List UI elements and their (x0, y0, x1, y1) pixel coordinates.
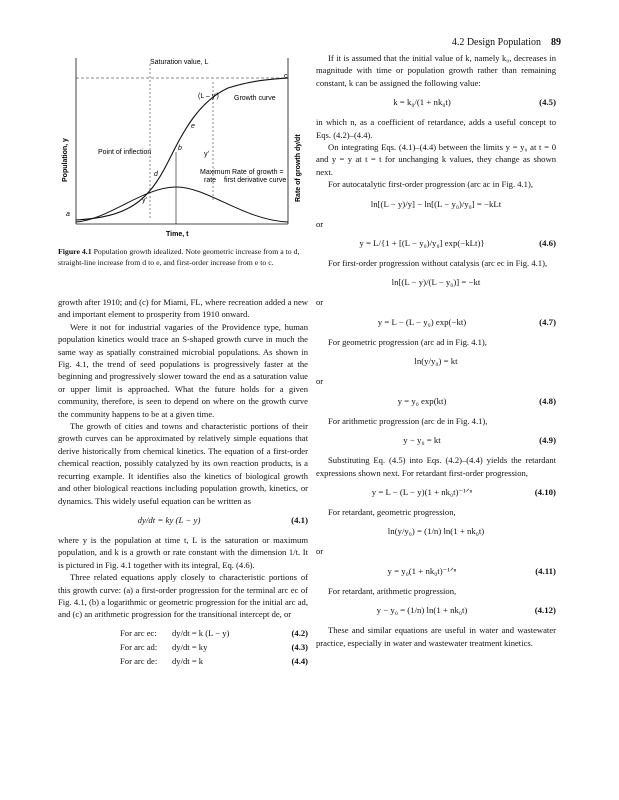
arc-label: For arc ec: (120, 627, 157, 638)
label-lminusy: (L – y′) (198, 93, 219, 100)
label-yprime2: y′ (142, 197, 147, 204)
label-rate: rate (204, 177, 217, 184)
equation-number: (4.9) (539, 435, 556, 446)
equation-number: (4.11) (535, 565, 556, 576)
equation-number: (4.8) (539, 395, 556, 406)
equation-4-12 (316, 604, 556, 617)
right-paragraph-10: For retardant, arithmetic progression, (328, 585, 457, 596)
arc-equation-de (120, 655, 308, 669)
arc-equation-ec (120, 627, 308, 641)
left-paragraph-2: Were it not for industrial vagaries of the Providence type, human population kinetics would trace an S-shaped growth curve in much the same way as spatially constrained microbial populations. As shown in Fig. 4.1, the trend of seed populations is progressively faster at the beginning and progressively slower toward the end as a saturation value or upper limit is approached. What the future holds for a given community, therefore, is seen to depend on where on the growth curve the community happens to be at a given time. (58, 321, 308, 419)
label-a: a (66, 211, 70, 218)
right-paragraph-2: in which n, as a coefficient of retardance, adds a useful concept to Eqs. (4.2)–(4.4). (316, 117, 556, 140)
equation-4-9 (316, 434, 556, 447)
label-first-derivative: first derivative curve (224, 177, 287, 184)
arc-num: (4.3) (291, 641, 308, 652)
running-header (452, 37, 561, 48)
header-section: 4.2 Design Population (451, 37, 541, 48)
label-b: b (178, 145, 182, 152)
or-text: or (316, 546, 324, 557)
equation-text: y − y₀ = kt (403, 435, 441, 446)
right-paragraph-7: For arithmetic progression (arc de in Fig. 4.1), (328, 415, 488, 426)
or-text: or (316, 218, 324, 229)
equation-4-6 (316, 237, 556, 250)
equation-d (316, 525, 556, 538)
arc-eq: dy/dt = ky (172, 641, 208, 652)
arc-label: For arc de: (120, 655, 158, 666)
label-yprime: y′ (204, 151, 209, 158)
equation-text: dy/dt = ky (L − y) (137, 514, 201, 525)
figure-caption (58, 246, 308, 268)
arc-num: (4.4) (291, 655, 308, 666)
label-c: c (284, 73, 288, 80)
right-paragraph-4: For autocatalytic first-order progression (arc ac in Fig. 4.1), (328, 179, 533, 190)
equation-text: y = L − (L − y)(1 + nk₀t)⁻¹ᐟⁿ (371, 486, 473, 497)
page-number: 89 (551, 37, 561, 48)
label-time: Time, t (166, 231, 189, 238)
left-column (58, 296, 308, 669)
right-paragraph-11: These and similar equations are useful in water and wastewater practice, especially in water and wastewater treatment kinetics. (316, 625, 556, 648)
equation-text: y = y₀(1 + nk₀t)⁻¹ᐟⁿ (387, 565, 457, 576)
label-saturation: Saturation value, L (150, 59, 209, 66)
right-paragraph-8: Substituting Eq. (4.5) into Eqs. (4.2)–(4.4) yields the retardant expressions shown next. For retardant first-order progression, (316, 455, 556, 478)
left-paragraph-5: Three related equations apply closely to characteristic portions of this growth curve: (a) a first-order progression for the terminal arc ec of Fig. 4.1, (b) a logarithmic or geometric progression for the initial arc ad, and (c) an arithmetic progression for the transitional intercept de, or (58, 572, 308, 620)
equation-4-1 (58, 514, 308, 527)
label-population-axis: Population, y (62, 138, 69, 182)
right-paragraph-9: For retardant, geometric progression, (328, 506, 456, 517)
label-rate-of-growth: Rate of growth = (232, 169, 284, 176)
equation-4-10 (316, 486, 556, 499)
equation-text: y = L − (L − y₀) exp(−kt) (377, 316, 467, 327)
label-e: e (191, 123, 195, 130)
equation-number: (4.1) (291, 514, 308, 525)
equation-4-7 (316, 316, 556, 329)
caption-text: Population growth idealized. Note geometric increase from a to d, straight-line increase from d to e, and first-order increase from e to c. (58, 247, 300, 267)
rate-curve (76, 187, 288, 222)
equation-text: ln[(L − y)/(L − y₀)] = −kt (391, 277, 481, 288)
equation-number: (4.6) (539, 238, 556, 249)
arc-equation-ad (120, 641, 308, 655)
label-growth-curve: Growth curve (234, 95, 276, 102)
equation-a (316, 198, 556, 211)
or-text: or (316, 297, 324, 308)
caption-label: Figure 4.1 (58, 247, 92, 256)
equation-text: y − y₀ = (1/n) ln(1 + nk₀t) (376, 605, 468, 616)
label-rate-axis: Rate of growth dy/dt (295, 134, 302, 202)
right-column (316, 52, 556, 649)
left-paragraph-3: The growth of cities and towns and characteristic portions of their growth curves can be approximated by relatively simple equations that derive historically from chemical kinetics. The equation of a first-order chemical reaction, possibly catalyzed by its own reaction products, is a recurring example. It identifies also the kinetics of biological growth and other biological reactions including population growth, kinetics, or dynamics. This widely useful equation can be written as (58, 421, 308, 506)
equation-text: y = L/{1 + [(L − y₀)/y₀] exp(−kLt)} (359, 238, 485, 249)
label-maximum: Maximum (200, 169, 231, 176)
figure-4-1 (58, 52, 308, 240)
right-paragraph-3: On integrating Eqs. (4.1)–(4.4) between the limits y = y₀ at t = 0 and y = y at t = t for unchanging k values, they change as shown next. (316, 142, 556, 177)
equation-4-5 (316, 96, 556, 109)
right-paragraph-6: For geometric progression (arc ad in Fig. 4.1), (328, 336, 487, 347)
equation-c (316, 355, 556, 368)
equation-number: (4.7) (539, 316, 556, 327)
left-paragraph-1: growth after 1910; and (c) for Miami, FL, where recreation added a new and important element to prosperity from 1910 onward. (58, 297, 308, 320)
arc-eq: dy/dt = k (L − y) (172, 627, 230, 638)
label-d: d (154, 171, 158, 178)
or-text: or (316, 376, 324, 387)
label-point-inflection: Point of inflection (98, 149, 152, 156)
equation-text: ln[(L − y)/y] − ln[(L − y₀)/y₀] = −kLt (370, 198, 502, 209)
equation-4-11 (316, 565, 556, 578)
equation-number: (4.5) (539, 97, 556, 108)
equation-text: ln(y/y₀) = kt (414, 356, 458, 367)
arc-label: For arc ad: (120, 641, 158, 652)
equation-text: y = y₀ exp(kt) (397, 395, 447, 406)
arc-num: (4.2) (291, 627, 308, 638)
equation-number: (4.10) (534, 486, 556, 497)
equation-4-8 (316, 395, 556, 408)
arc-eq: dy/dt = k (172, 655, 204, 666)
right-paragraph-1: If it is assumed that the initial value of k, namely k₀, decreases in magnitude with time or population growth rather than remaining constant, k can be assigned the following value: (316, 53, 556, 88)
equation-text: k = k₀/(1 + nk₀t) (393, 97, 451, 108)
left-paragraph-4: where y is the population at time t, L is the saturation or maximum population, and k is a growth or rate constant with the dimension 1/t. It is pictured in Fig. 4.1 together with its integral, Eq. (4.6). (58, 534, 308, 570)
equation-b (316, 276, 556, 289)
equation-text: ln(y/y₀) = (1/n) ln(1 + nk₀t) (387, 526, 485, 537)
right-paragraph-5: For first-order progression without catalysis (arc ec in Fig. 4.1), (328, 258, 548, 269)
equation-number: (4.12) (534, 605, 556, 616)
